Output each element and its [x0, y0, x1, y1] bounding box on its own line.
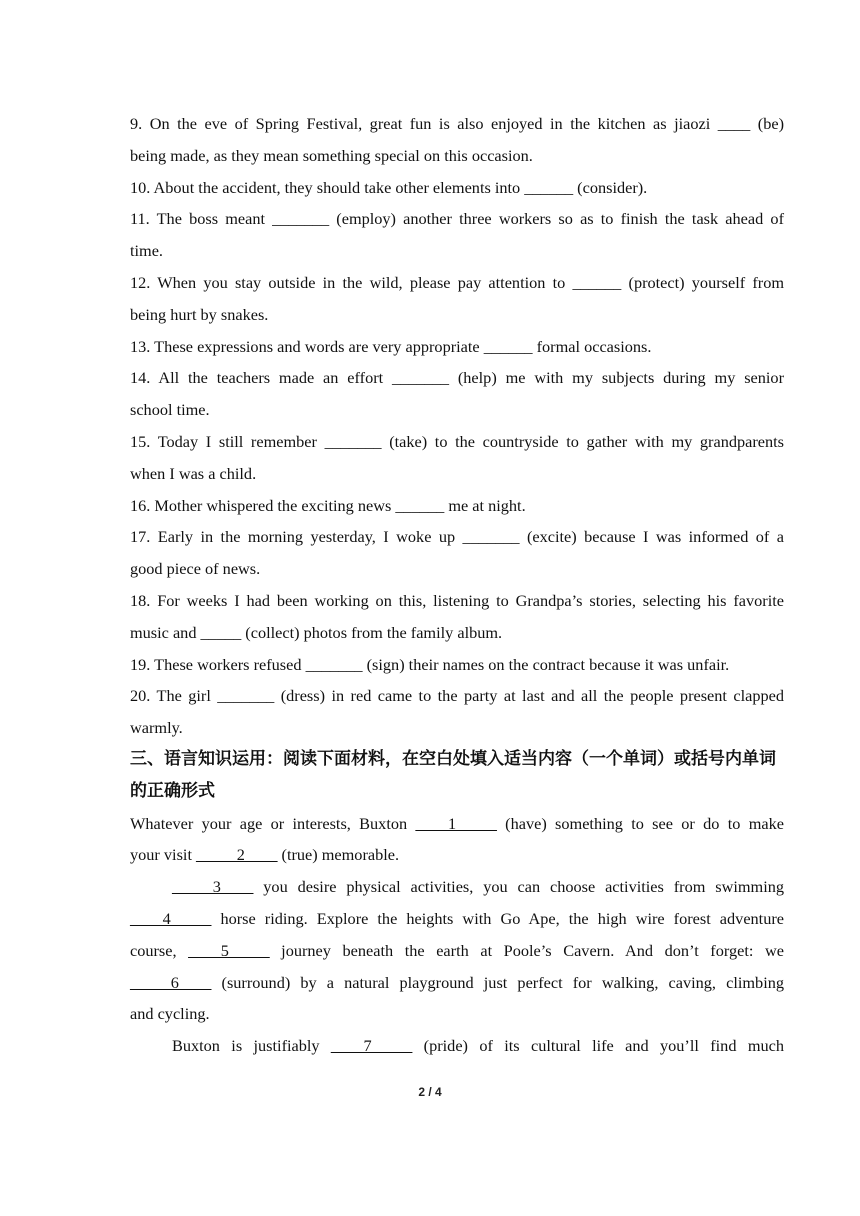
blank-5: ____5_____	[188, 940, 270, 960]
passage-text: you desire physical activities, you can choose activities from swimming	[253, 877, 784, 897]
question-17-line-2: good piece of news.	[130, 559, 261, 579]
page-number: 2 / 4	[418, 1085, 442, 1099]
passage-p2-line-5: and cycling.	[130, 1004, 210, 1024]
question-18-line-1: 18. For weeks I had been working on this, listening to Grandpa’s stories, selecting his favorite	[130, 590, 784, 610]
question-15-line-2: when I was a child.	[130, 463, 257, 483]
blank-7: ____7_____	[330, 1036, 413, 1056]
blank-2: _____2____	[196, 845, 278, 865]
passage-text: journey beneath the earth at Poole’s Cavern. And don’t forget: we	[269, 940, 784, 960]
passage-text: (surround) by a natural playground just perfect for walking, caving, climbing	[211, 972, 784, 992]
blank-6: _____6____	[130, 972, 212, 992]
question-13: 13. These expressions and words are very appropriate ______ formal occasions.	[130, 336, 652, 356]
passage-text: course,	[130, 940, 189, 960]
page-content	[130, 108, 784, 1062]
passage-text: (have) something to see or do to make	[496, 813, 784, 833]
section-3-heading-line-1: 三、语言知识运用：阅读下面材料，在空白处填入适当内容（一个单词）或括号内单词	[130, 748, 776, 769]
question-14-line-1: 14. All the teachers made an effort _______ (help) me with my subjects during my senior	[130, 368, 784, 388]
question-14-line-2: school time.	[130, 400, 210, 420]
question-9-line-2: being made, as they mean something special on this occasion.	[130, 145, 533, 165]
passage-text: horse riding. Explore the heights with Go Ape, the high wire forest adventure	[211, 908, 784, 928]
blank-4: ____4_____	[130, 908, 212, 928]
question-19: 19. These workers refused _______ (sign) their names on the contract because it was unfair.	[130, 654, 730, 674]
section-3-heading-line-2: 的正确形式	[130, 780, 215, 801]
question-12-line-1: 12. When you stay outside in the wild, please pay attention to ______ (protect) yourself from	[130, 272, 784, 292]
passage-p2-line-2	[130, 903, 784, 935]
passage-p1-line-1	[130, 808, 784, 840]
question-10: 10. About the accident, they should take other elements into ______ (consider).	[130, 177, 648, 197]
question-15-line-1: 15. Today I still remember _______ (take) to the countryside to gather with my grandparents	[130, 431, 784, 451]
blank-1: ____1_____	[415, 813, 497, 833]
passage-text: (pride) of its cultural life and you’ll find much	[412, 1036, 784, 1056]
question-20-line-1: 20. The girl _______ (dress) in red came to the party at last and all the people present clapped	[130, 686, 784, 706]
question-12-line-2: being hurt by snakes.	[130, 304, 269, 324]
question-16: 16. Mother whispered the exciting news ______ me at night.	[130, 495, 526, 515]
passage-p1-line-2	[130, 839, 784, 871]
passage-text: (true) memorable.	[277, 845, 400, 865]
question-17-line-1: 17. Early in the morning yesterday, I woke up _______ (excite) because I was informed of a	[130, 527, 784, 547]
question-11-line-2: time.	[130, 241, 164, 261]
passage-p2-line-4	[130, 967, 784, 999]
passage-p2-line-1	[130, 871, 784, 903]
passage-p2-line-3	[130, 935, 784, 967]
question-20-line-2: warmly.	[130, 718, 183, 738]
question-9-line-1: 9. On the eve of Spring Festival, great fun is also enjoyed in the kitchen as jiaozi ____ (be)	[130, 114, 784, 133]
passage-p3-line-1	[130, 1030, 784, 1062]
passage-text: your visit	[130, 845, 197, 865]
passage-text: Buxton is justifiably	[172, 1036, 331, 1056]
question-18-line-2: music and _____ (collect) photos from the family album.	[130, 622, 503, 642]
question-11-line-1: 11. The boss meant _______ (employ) another three workers so as to finish the task ahead of	[130, 209, 784, 229]
passage-text: Whatever your age or interests, Buxton	[130, 813, 416, 833]
blank-3: _____3____	[172, 877, 254, 897]
